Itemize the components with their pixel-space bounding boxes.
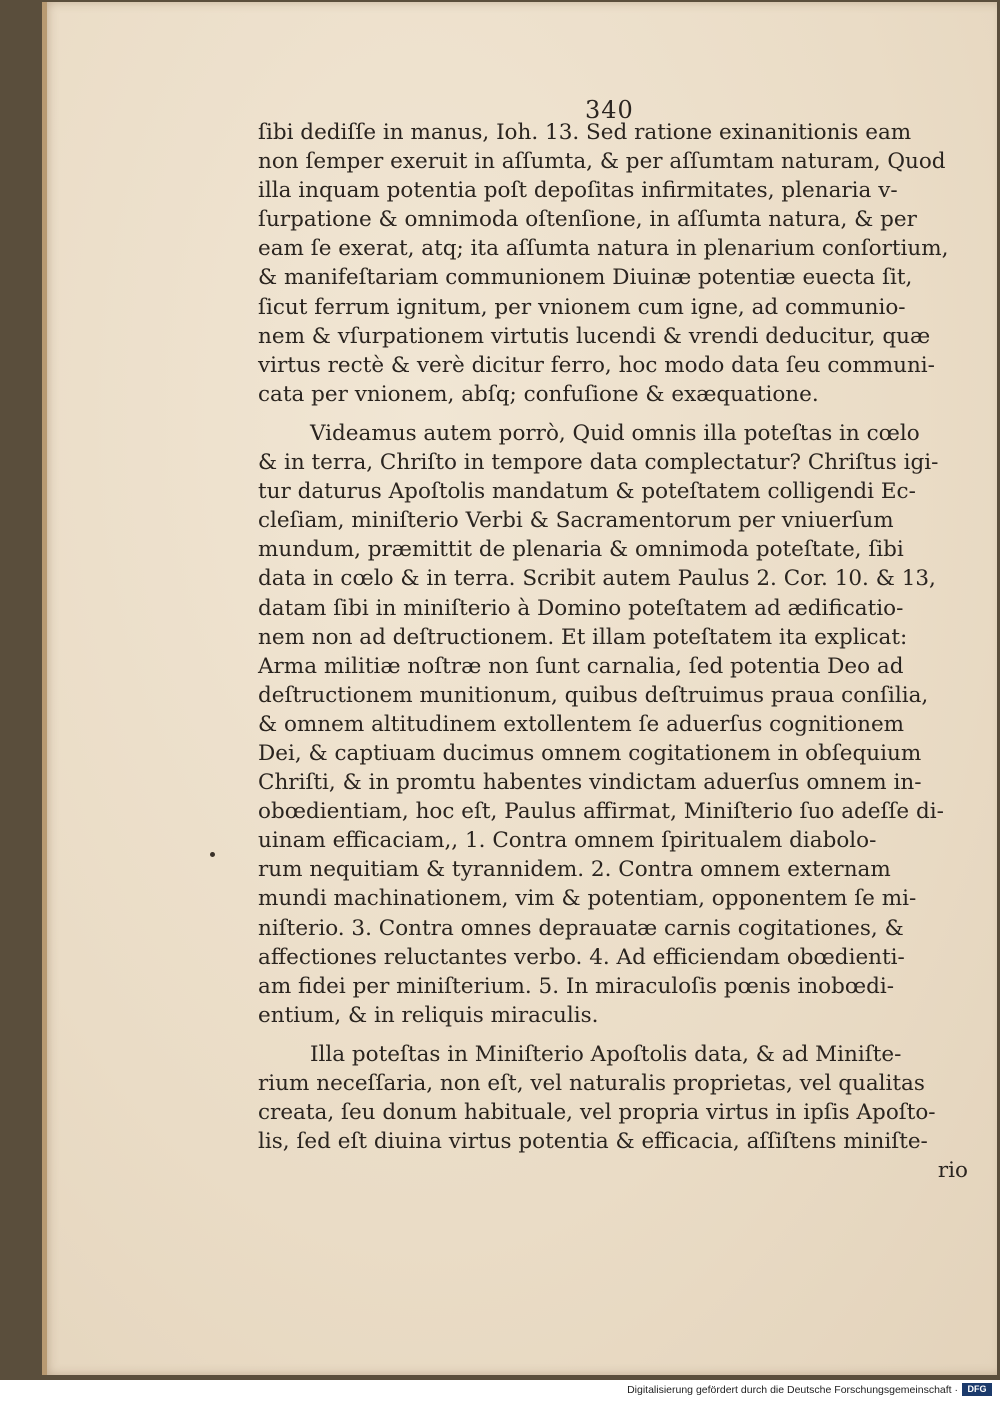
- text-line: mundi machinationem, vim & potentiam, opponentem ſe mi-: [258, 886, 917, 912]
- text-line: nem non ad deſtructionem. Et illam poteſtatem ita explicat:: [258, 624, 908, 650]
- footer-credit: Digitalisierung gefördert durch die Deutsche Forschungsgemeinschaft ·: [627, 1384, 958, 1396]
- text-line: tur daturus Apoſtolis mandatum & poteſtatem colligendi Ec-: [258, 479, 916, 505]
- text-line: & manifeſtariam communionem Diuinæ potentiæ euecta ſit,: [258, 265, 913, 291]
- text-line: datam ſibi in miniſterio à Domino poteſtatem ad ædificatio-: [258, 595, 904, 621]
- text-line: Illa poteſtas in Miniſterio Apoſtolis data, & ad Miniſte-: [310, 1041, 902, 1067]
- text-line: cata per vnionem, abſq; confuſione & exæquatione.: [258, 381, 819, 407]
- text-line: Chriſti, & in promtu habentes vindictam aduerſus omnem in-: [258, 770, 922, 796]
- text-line: affectiones reluctantes verbo. 4. Ad efficiendam obœdienti-: [258, 944, 905, 970]
- text-line: mundum, præmittit de plenaria & omnimoda poteſtate, ſibi: [258, 537, 904, 563]
- text-line: rium neceſſaria, non eſt, vel naturalis proprietas, vel qualitas: [258, 1071, 925, 1096]
- text-line: eam ſe exerat, atq; ita aſſumta natura in plenarium conſortium,: [258, 236, 949, 262]
- text-line: ſicut ferrum ignitum, per vnionem cum igne, ad communio-: [258, 294, 906, 320]
- paragraph: [258, 419, 970, 1030]
- text-line: deſtructionem munitionum, quibus deſtruimus praua conſilia,: [258, 682, 929, 708]
- text-line: niſterio. 3. Contra omnes deprauatæ carnis cogitationes, &: [258, 915, 904, 941]
- text-line: obœdientiam, hoc eſt, Paulus affirmat, Miniſterio ſuo adeſſe di-: [258, 799, 944, 825]
- paragraph-gap: [258, 1030, 970, 1040]
- text-line: non ſemper exeruit in aſſumta, & per aſſumtam naturam, Quod: [258, 149, 946, 175]
- text-line: rum nequitiam & tyrannidem. 2. Contra omnem externam: [258, 857, 891, 883]
- text-line: entium, & in reliquis miraculis.: [258, 1002, 599, 1028]
- text-line: & omnem altitudinem extollentem ſe aduerſus cognitionem: [258, 711, 905, 737]
- dfg-logo: DFG: [962, 1383, 992, 1396]
- text-line: Arma militiæ noſtræ non ſunt carnalia, ſed potentia Deo ad: [258, 653, 904, 679]
- page-body-text: [258, 118, 970, 1185]
- catchword: rio: [937, 1158, 968, 1184]
- text-line: ſurpatione & omnimoda oſtenſione, in aſſumta natura, & per: [258, 207, 917, 233]
- text-line: & in terra, Chriſto in tempore data complectatur? Chriſtus igi-: [258, 450, 939, 476]
- text-line: creata, ſeu donum habituale, vel propria virtus in ipſis Apoſto-: [258, 1100, 936, 1126]
- page-binding-edge: [42, 2, 47, 1375]
- text-line: nem & vſurpationem virtutis lucendi & vrendi deducitur, quæ: [258, 323, 931, 349]
- text-line: lis, ſed eſt diuina virtus potentia & efficacia, aſſiſtens miniſte-: [258, 1129, 928, 1155]
- text-line: uinam efficaciam,, 1. Contra omnem ſpiritualem diabolo-: [258, 828, 877, 854]
- paragraph: [258, 1040, 970, 1156]
- page-number: 340: [585, 96, 634, 124]
- text-line: am fidei per miniſterium. 5. In miraculoſis pœnis inobœdi-: [258, 973, 895, 999]
- text-line: illa inquam potentia poſt depoſitas infirmitates, plenaria v-: [258, 178, 898, 204]
- text-line: cleſiam, miniſterio Verbi & Sacramentorum per vniuerſum: [258, 508, 894, 534]
- paragraph: [258, 118, 970, 409]
- text-line: virtus rectè & verè dicitur ferro, hoc modo data ſeu communi-: [258, 352, 935, 378]
- text-line: data in cœlo & in terra. Scribit autem Paulus 2. Cor. 10. & 13,: [258, 566, 936, 592]
- paragraph-gap: [258, 409, 970, 419]
- text-line: Dei, & captiuam ducimus omnem cogitationem in obſequium: [258, 740, 922, 766]
- text-line: ſibi dediſſe in manus, Ioh. 13. Sed ratione exinanitionis eam: [258, 120, 912, 145]
- text-line: Videamus autem porrò, Quid omnis illa poteſtas in cœlo: [310, 420, 920, 446]
- ink-spot: [210, 852, 215, 857]
